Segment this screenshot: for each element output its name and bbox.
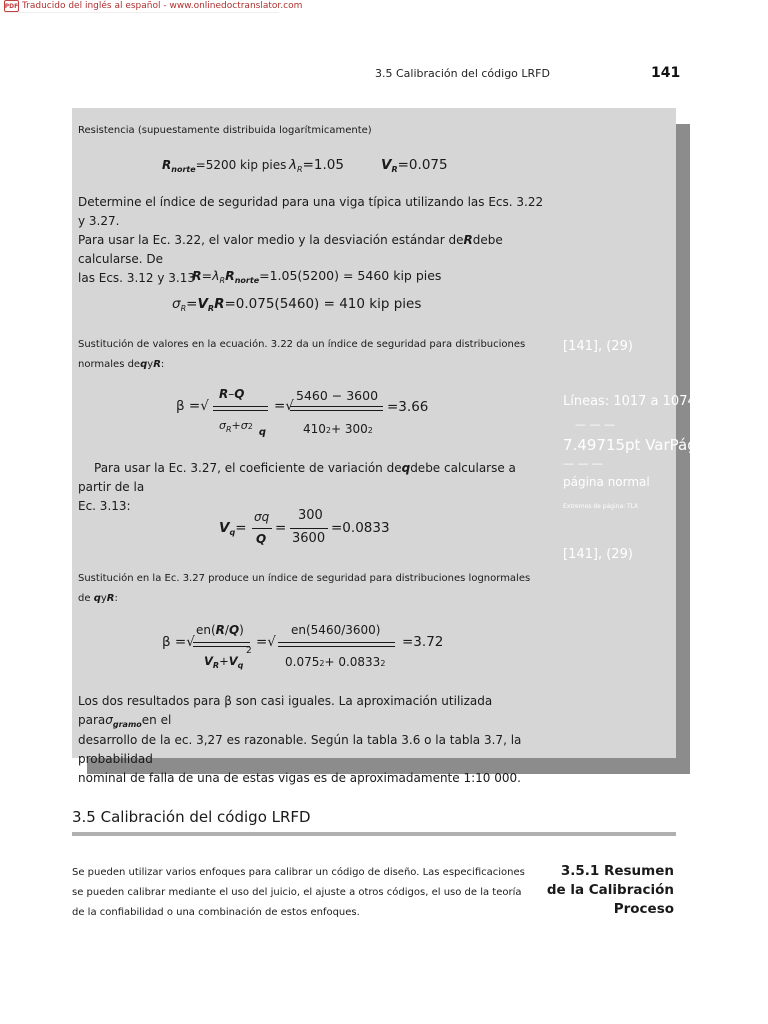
page-type-note: página normal: [563, 475, 650, 489]
section-title: 3.5 Calibración del código LRFD: [72, 808, 311, 826]
ref-note-top: [141], (29): [563, 339, 633, 354]
param-v-r: $V_R=0.075$: [381, 157, 448, 174]
example-paragraph-2: Sustitución de valores en la ecuación. 3.22 da un índice de seguridad para distribuciones normales deqyR:: [78, 339, 526, 370]
subsection-side-heading: 3.5.1 Resumen de la Calibración Proceso: [546, 863, 674, 917]
vpage-note: 7.49715pt VarPágina: [563, 436, 720, 454]
example-paragraph-3: Para usar la Ec. 3.27, el coeficiente de variación deqdebe calcularse a partir de la Ec. 3.13:: [78, 461, 516, 513]
running-header-title: 3.5 Calibración del código LRFD: [375, 67, 550, 80]
equation-sigma-r: $\sigma_R=V_RR=0.075(5460) = 410$ kip pies: [172, 296, 422, 313]
dash-note-1: — — —: [575, 418, 615, 431]
example-paragraph-4: Sustitución en la Ec. 3.27 produce un índice de seguridad para distribuciones lognormales de qyR:: [78, 573, 531, 604]
pdf-icon: PDF: [4, 0, 19, 12]
section-body: Se pueden utilizar varios enfoques para calibrar un código de diseño. Las especificaciones se pueden calibrar mediante el uso del juicio, el ajuste a otros códigos, el uso de la teoría de la confiabilidad o una combinación de estos enfoques.: [72, 867, 525, 918]
equation-r-mean: $R=\lambda_RR_{norte}=1.05(5200) = 5460$ kip pies: [192, 268, 442, 285]
dash-note-2: — — —: [563, 457, 603, 470]
section-rule: [72, 832, 676, 836]
page-ends-note: Extremos de página: TLX: [563, 503, 639, 510]
ref-note-bottom: [141], (29): [563, 547, 633, 562]
lines-note: Líneas: 1017 a 1074: [563, 394, 696, 409]
example-intro: Resistencia (supuestamente distribuida logarítmicamente): [78, 125, 372, 136]
translator-banner[interactable]: [4, 0, 302, 12]
param-r-norte: $R_{norte}=5200$ kip pies: [162, 158, 287, 174]
param-lambda-r: $\lambda_R=1.05$: [289, 157, 344, 174]
translator-banner-text[interactable]: Traducido del inglés al español - www.onlinedoctranslator.com: [22, 1, 303, 11]
example-paragraph-5: Los dos resultados para β son casi iguales. La aproximación utilizada paraσ$_{gramo}$en el desarrollo de la ec. 3,27 es razonable. Según la tabla 3.6 o la tabla 3.7, la probabilidad nominal de falla de una de estas vigas es de aproximadamente 1:10 000.: [78, 694, 522, 785]
example-paragraph-1: Determine el índice de seguridad para una viga típica utilizando las Ecs. 3.22 y 3.27. Para usar la Ec. 3.22, el valor medio y la desviación estándar deRdebe calcularse. De las Ecs. 3.12 y 3.13: [78, 195, 544, 285]
page-number: 141: [651, 65, 681, 81]
banner-underline: [4, 12, 279, 13]
